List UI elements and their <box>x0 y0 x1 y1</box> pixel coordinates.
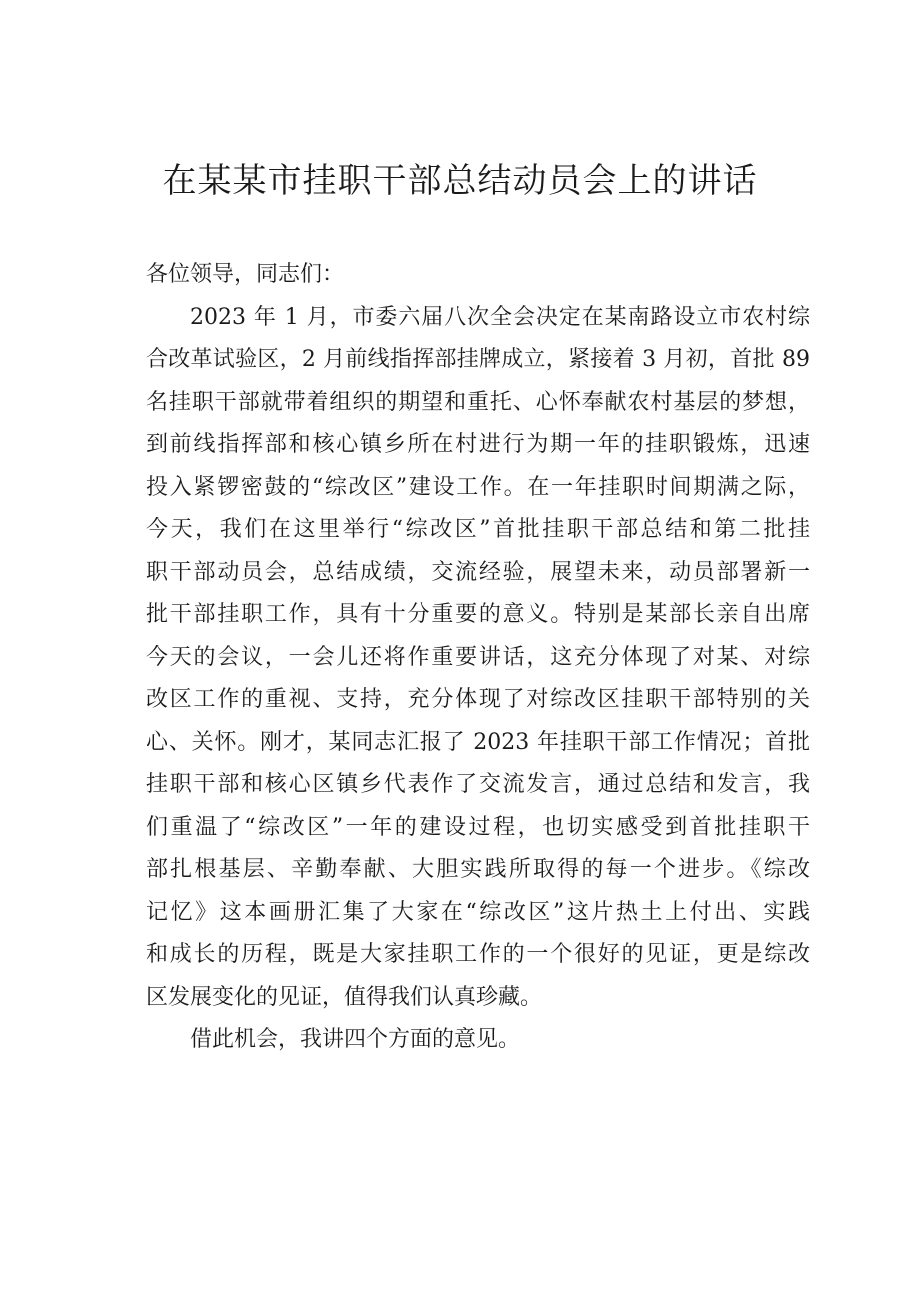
paragraph-line: 们重温了“综改区”一年的建设过程，也切实感受到首批挂职干 <box>146 814 810 840</box>
paragraph-line: 2023 年 1 月，市委六届八次全会决定在某南路设立市农村综 <box>190 304 810 330</box>
paragraph-line: 改区工作的重视、支持，充分体现了对综改区挂职干部特别的关 <box>146 687 810 712</box>
paragraph-line: 区发展变化的见证，值得我们认真珍藏。 <box>146 984 543 1010</box>
paragraph-line: 今天的会议，一会儿还将作重要讲话，这充分体现了对某、对综 <box>146 644 810 670</box>
paragraph-line: 和成长的历程，既是大家挂职工作的一个很好的见证，更是综改 <box>146 942 810 967</box>
document-body <box>146 254 810 1062</box>
paragraph-line: 职干部动员会，总结成绩，交流经验，展望未来，动员部署新一 <box>146 559 810 585</box>
salutation: 各位领导，同志们： <box>146 262 345 287</box>
paragraph-line: 挂职干部和核心区镇乡代表作了交流发言，通过总结和发言，我 <box>146 772 810 797</box>
paragraph-line: 心、关怀。刚才，某同志汇报了 2023 年挂职干部工作情况；首批 <box>146 729 810 755</box>
paragraph-line: 记忆》这本画册汇集了大家在“综改区”这片热土上付出、实践 <box>146 899 810 925</box>
paragraph-line: 部扎根基层、辛勤奉献、大胆实践所取得的每一个进步。《综改 <box>146 857 810 882</box>
paragraph-line: 合改革试验区，2 月前线指挥部挂牌成立，紧接着 3 月初，首批 89 <box>146 347 810 372</box>
paragraph-line: 名挂职干部就带着组织的期望和重托、心怀奉献农村基层的梦想， <box>146 389 810 415</box>
document-title: 在某某市挂职干部总结动员会上的讲话 <box>162 161 758 201</box>
paragraph-line: 投入紧锣密鼓的“综改区”建设工作。在一年挂职时间期满之际， <box>146 474 810 500</box>
paragraph-line: 批干部挂职工作，具有十分重要的意义。特别是某部长亲自出席 <box>146 602 810 627</box>
paragraph-2: 借此机会，我讲四个方面的意见。 <box>190 1027 521 1052</box>
paragraph-line: 今天，我们在这里举行“综改区”首批挂职干部总结和第二批挂 <box>146 517 810 542</box>
paragraph-1 <box>146 297 810 1020</box>
paragraph-line: 到前线指挥部和核心镇乡所在村进行为期一年的挂职锻炼，迅速 <box>146 432 810 457</box>
